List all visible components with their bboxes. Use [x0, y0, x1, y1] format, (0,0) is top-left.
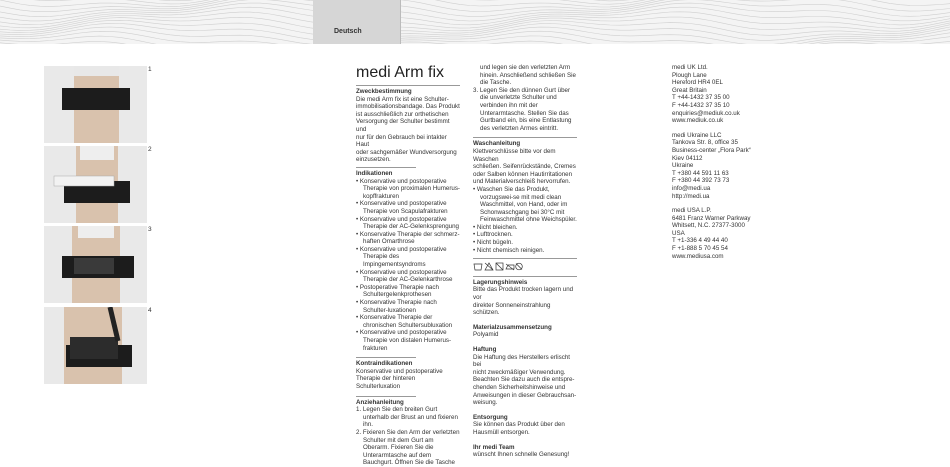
column-1 [356, 64, 460, 467]
text-line: Klettverschlüsse bitte vor dem Waschen [473, 147, 556, 163]
list-item: • Lufttrocknen. [473, 231, 577, 239]
list-item: • Konservative und postoperative Therapie des Impingementsyndroms [356, 246, 460, 269]
text-line: und Materialverschleiß hervorrufen. [473, 178, 571, 186]
rule [473, 258, 577, 259]
text-line: weisung. [473, 399, 498, 407]
text-line: T +1-336 4 49 44 40 [672, 237, 728, 245]
text-line: medi USA L.P. [672, 207, 712, 215]
address-usa [672, 207, 782, 260]
text-line: T +44-1432 37 35 00 [672, 94, 730, 102]
text-line: F +380 44 392 73 73 [672, 177, 730, 185]
text-line: einzusetzen. [356, 156, 391, 164]
language-tab [313, 0, 400, 44]
list-item: • Postoperative Therapie nach Schultergelenkprothesen [356, 284, 460, 299]
heading-team: Ihr medi Team [473, 443, 515, 451]
heading-waschanleitung: Waschanleitung [473, 140, 521, 148]
text-line: Hereford HR4 0EL [672, 79, 723, 87]
list-item: • Nicht bleichen. [473, 224, 577, 232]
text-line: Ukraine [672, 162, 694, 170]
text-line: ist ausschließlich zur orthetischen [356, 110, 449, 118]
text-line: Business-center „Flora Park“ [672, 146, 751, 154]
list-item: 3. Legen Sie den dünnen Gurt über die unverletzte Schulter und verbinden ihn mit der Unterarmtasche. Stellen Sie das Gurtband ein, bis eine Entlastung des verletzten Armes eintritt. [473, 86, 572, 132]
heading-material: Materialzusammensetzung [473, 323, 552, 331]
text-line: www.mediuk.co.uk [672, 117, 724, 125]
text-line: Great Britain [672, 86, 707, 94]
rule [356, 167, 416, 168]
heading-entsorgung: Entsorgung [473, 413, 508, 421]
text-line: Anweisungen in dieser Gebrauchsan- [473, 391, 577, 399]
text-line: USA [672, 229, 685, 237]
photo-step-4 [44, 307, 147, 384]
text-line: http://medi.ua [672, 192, 710, 200]
heading-anziehanleitung: Anziehanleitung [356, 398, 404, 406]
list-item: 1. Legen Sie den breiten Gurt unterhalb der Brust an und fixieren ihn. [356, 406, 458, 429]
list-item: • Konservative und postoperative Therapie der AC-Gelenkarthrose [356, 269, 460, 284]
rule [473, 276, 577, 277]
rule [356, 357, 416, 358]
list-item: • Konservative Therapie der schmerz-haften Omarthrose [356, 231, 460, 246]
text-line: Die Haftung des Herstellers erlischt bei [473, 353, 570, 369]
text-line: und legen sie den verletzten Arm hinein. Anschließend schließen Sie die Tasche. [480, 64, 576, 87]
text-line: Versorgung der Schulter bestimmt und [356, 118, 450, 133]
text-line: schließen. Seifenrückstände, Cremes [473, 163, 576, 171]
figure-number: 2 [148, 146, 152, 153]
text-line: info@medi.ua [672, 184, 711, 192]
text-line: oder sachgemäßer Wundversorgung [356, 148, 457, 156]
wave-pattern-graphic [0, 0, 950, 44]
text-line: Therapie der hinteren Schulterluxation [356, 375, 416, 390]
text-line: Plough Lane [672, 71, 707, 79]
text-line: Konservative und postoperative [356, 367, 443, 375]
text-line: medi UK Ltd. [672, 64, 708, 71]
divider [400, 0, 401, 44]
text-line: chenden Sicherheitshinweise und [473, 383, 566, 391]
list-item: • Konservative und postoperative Therapie von proximalen Humerus-kopffrakturen [356, 178, 460, 201]
heading-kontraindikationen: Kontraindikationen [356, 360, 413, 368]
address-uk [672, 64, 782, 125]
figure-number: 3 [148, 226, 152, 233]
text-line: Whitsett, N.C. 27377-3000 [672, 222, 745, 230]
text-line: nur für den Gebrauch bei intakter Haut [356, 133, 447, 149]
text-line: direkter Sonneneinstrahlung schützen. [473, 301, 551, 317]
heading-zweck: Zweckbestimmung [356, 88, 412, 95]
list-item: • Konservative und postoperative Therapie von Scapulafrakturen [356, 200, 460, 215]
column-3-addresses [672, 64, 782, 267]
photo-step-3 [44, 226, 147, 303]
text-line: T +380 44 591 11 63 [672, 169, 729, 177]
care-symbols-icon [473, 262, 577, 273]
text-line: oder Salben können Hautirritationen [473, 170, 573, 178]
text-line: Hausmüll entsorgen. [473, 428, 530, 436]
header-band [0, 0, 950, 44]
list-item: • Nicht chemisch reinigen. [473, 247, 577, 255]
text-line: 6481 Franz Warner Parkway [672, 214, 751, 222]
text-line: F +44-1432 37 35 10 [672, 101, 730, 109]
address-ukraine [672, 132, 782, 200]
text-line: Bitte das Produkt trocken lagern und vor [473, 286, 574, 302]
list-item: • Nicht bügeln. [473, 239, 577, 247]
text-line: Tankova Str. 8, office 35 [672, 139, 738, 147]
list-item: • Konservative Therapie der chronischen Schultersubluxation [356, 314, 460, 329]
text-line: F +1-888 5 70 45 54 [672, 245, 728, 253]
photo-step-1 [44, 66, 147, 143]
figure-number: 4 [148, 307, 152, 314]
text-line: enquiries@mediuk.co.uk [672, 109, 740, 117]
figure-number: 1 [148, 66, 152, 73]
heading-haftung: Haftung [473, 346, 497, 353]
text-line: Polyamid [473, 331, 499, 339]
text-line: immobilisationsbandage. Das Produkt [356, 103, 460, 111]
text-line: Kiev 04112 [672, 154, 703, 162]
text-line: nicht zweckmäßiger Verwendung. [473, 368, 566, 376]
text-line: Die medi Arm fix ist eine Schulter- [356, 95, 449, 103]
rule [356, 396, 416, 397]
column-2 [473, 64, 577, 459]
text-line: Sie können das Produkt über den [473, 421, 565, 429]
heading-lagerungshinweis: Lagerungshinweis [473, 278, 528, 286]
text-line: wünscht Ihnen schnelle Genesung! [473, 451, 570, 459]
photo-step-2 [44, 146, 147, 223]
text-line: Beachten Sie dazu auch die entspre- [473, 376, 575, 384]
list-item: • Waschen Sie das Produkt, vorzugswei-se mit medi clean Waschmittel, von Hand, oder im Schonwaschgang bei 30°C mit Feinwaschmittel ohne Weichspüler. [473, 186, 577, 224]
rule [356, 85, 460, 86]
list-item: 2. Fixieren Sie den Arm der verletzten Schulter mit dem Gurt am Oberarm. Fixieren Sie die Unterarmtasche auf dem Bauchgurt. Öffnen Sie die Tasche [356, 428, 460, 467]
text-line: www.mediusa.com [672, 252, 724, 260]
text-line: medi Ukraine LLC [672, 131, 722, 139]
heading-indikationen: Indikationen [356, 169, 393, 177]
list-item: • Konservative Therapie nach Schulter-luxationen [356, 299, 460, 314]
list-item: • Konservative und postoperative Therapie von distalen Humerus-frakturen [356, 329, 460, 352]
rule [473, 137, 577, 138]
product-title: medi Arm fix [356, 64, 445, 81]
list-item: • Konservative und postoperative Therapie der AC-Gelenksprengung [356, 216, 460, 231]
language-label: Deutsch [334, 28, 362, 35]
